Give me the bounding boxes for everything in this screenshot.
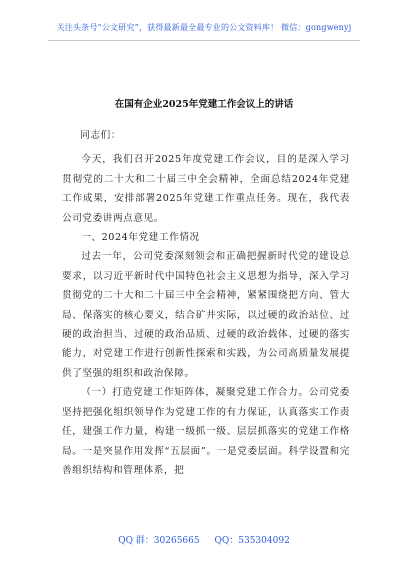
- paragraph: 过去一年，公司党委深刻领会和正确把握新时代党的建设总要求，以习近平新时代中国特色社会主义思想为指导，深入学习贯彻党的二十大和二十届三中全会精神，紧紧围绕把方向、管大局、保落实的核心要义，结合矿井实际，以过硬的政治站位、过硬的政治担当、过硬的政治品质、过硬的政治载体、过硬的落实能力，对党建工作进行创新性探索和实践，为公司高质量发展提供了坚强的组织和政治保障。: [62, 251, 350, 379]
- footer-qq-group: QQ 群：30265665: [118, 536, 200, 546]
- document-body: [62, 126, 350, 480]
- footer-contact: [0, 533, 408, 546]
- greeting: 同志们：: [80, 130, 122, 141]
- header-divider: [48, 40, 360, 41]
- paragraph: （一）打造党建工作矩阵体，凝聚党建工作合力。公司党委坚持把强化组织领导作为党建工作的有力保证，认真落实工作责任，建强工作力量，构建一级抓一级、层层抓落实的党建工作格局。一是突显作用发挥“五层面”。一是党委层面。科学设置和完善组织结构和管理体系，把: [62, 387, 350, 476]
- header-banner: 关注头条号“公文研究”，获得最新最全最专业的公文资料库！ 微信：gongwenyj: [56, 23, 352, 32]
- footer-qq: QQ：535304092: [214, 536, 290, 546]
- section-heading: 一、2024年党建工作情况: [81, 232, 200, 244]
- paragraph: 今天，我们召开2025年度党建工作会议，目的是深入学习贯彻党的二十大和二十届三中全会精神，全面总结2024年党建工作成果，安排部署2025年党建工作重点任务。现在，我代表公司党委讲两点意见。: [62, 154, 350, 224]
- document-title: 在国有企业2025年党建工作会议上的讲话: [114, 99, 294, 110]
